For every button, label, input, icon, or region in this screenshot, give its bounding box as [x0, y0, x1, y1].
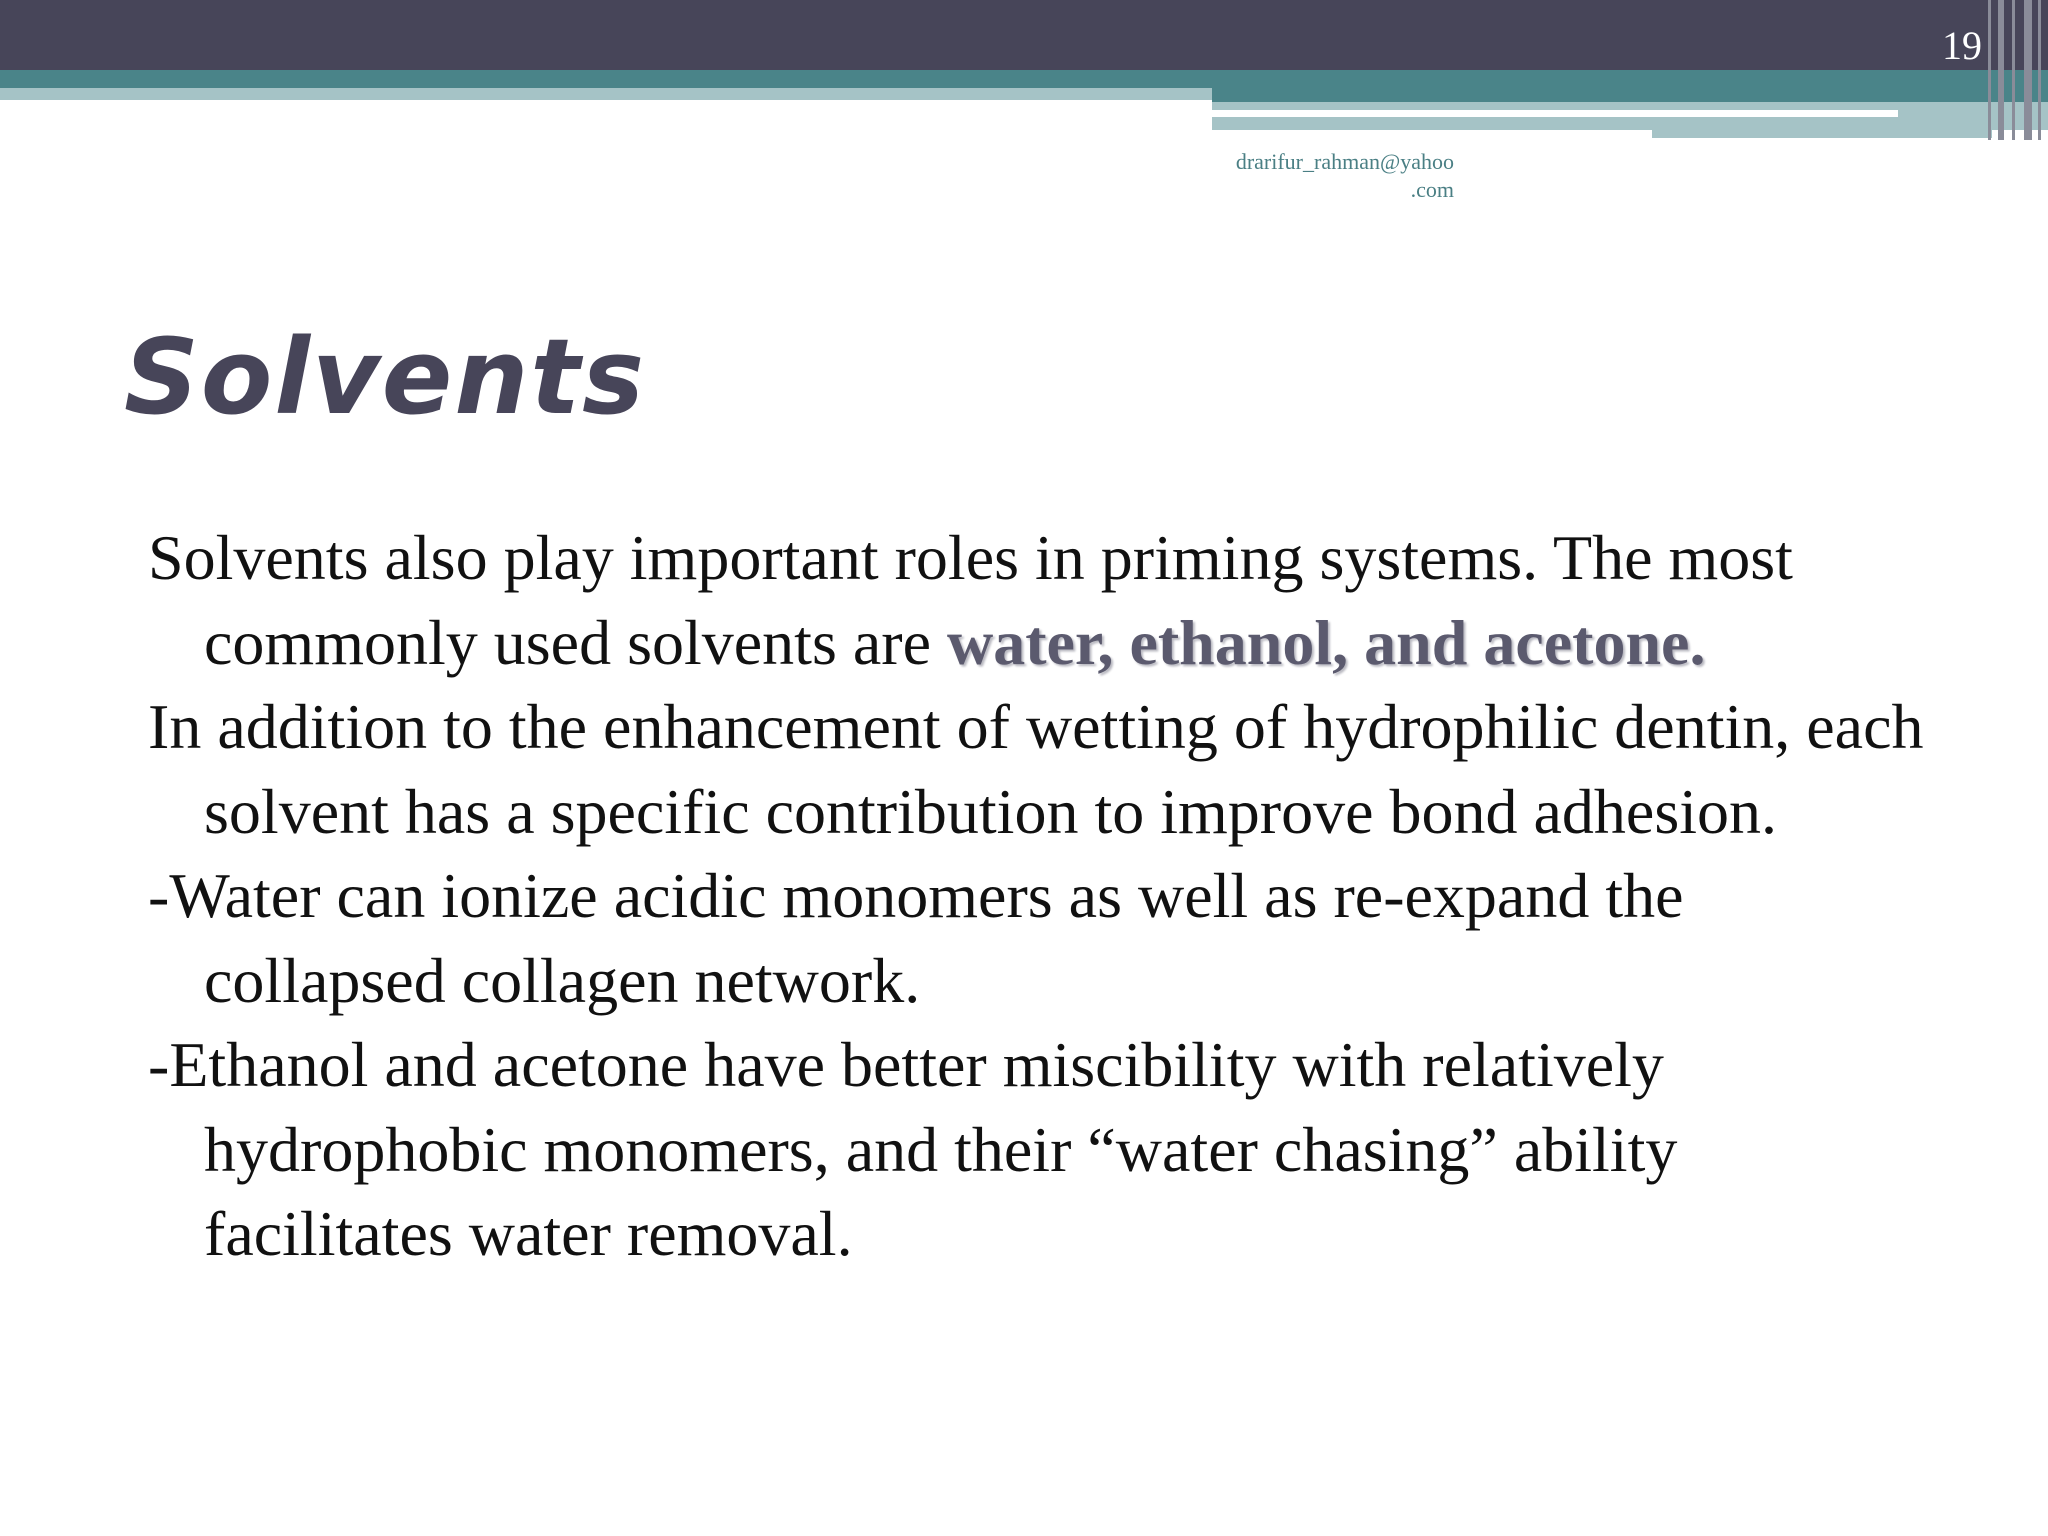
email-line-1: drarifur_rahman@yahoo [1235, 149, 1454, 174]
author-email [1100, 148, 1454, 204]
vertical-line [2012, 0, 2015, 140]
paragraph-text: Solvents also play important roles in priming systems. The most commonly used solvents are [148, 522, 1793, 678]
paragraph-ethanol-acetone: -Ethanol and acetone have better miscibility with relatively hydrophobic monomers, and their “water chasing” ability facilitates water removal. [148, 1029, 1678, 1269]
vertical-line [1998, 0, 2004, 140]
header-vertical-lines [1984, 0, 2048, 140]
highlighted-solvents: water, ethanol, and acetone. [946, 606, 1706, 678]
paragraph-wetting: In addition to the enhancement of wetting of hydrophilic dentin, each solvent has a specific contribution to improve bond adhesion. [148, 691, 1924, 847]
slide-title: Solvents [124, 316, 646, 438]
slide-number: 19 [1942, 23, 1982, 68]
header-white-strip-lower [1212, 130, 1652, 140]
paragraph-water: -Water can ionize acidic monomers as well as re-expand the collapsed collagen network. [148, 860, 1684, 1016]
slide-body [148, 516, 1938, 1277]
paragraph-solvents-intro [148, 516, 1938, 685]
header-band-light-left [0, 88, 1212, 100]
vertical-line [2024, 0, 2032, 140]
vertical-line [2038, 0, 2041, 140]
header-band-teal-right [1212, 70, 2048, 102]
header-band-dark [0, 0, 2048, 70]
header-white-strip [1212, 110, 1898, 117]
vertical-line [1988, 0, 1991, 140]
header-band-teal-left [0, 70, 1212, 88]
header-step-band [1652, 130, 1992, 138]
email-line-2: .com [1410, 177, 1454, 202]
